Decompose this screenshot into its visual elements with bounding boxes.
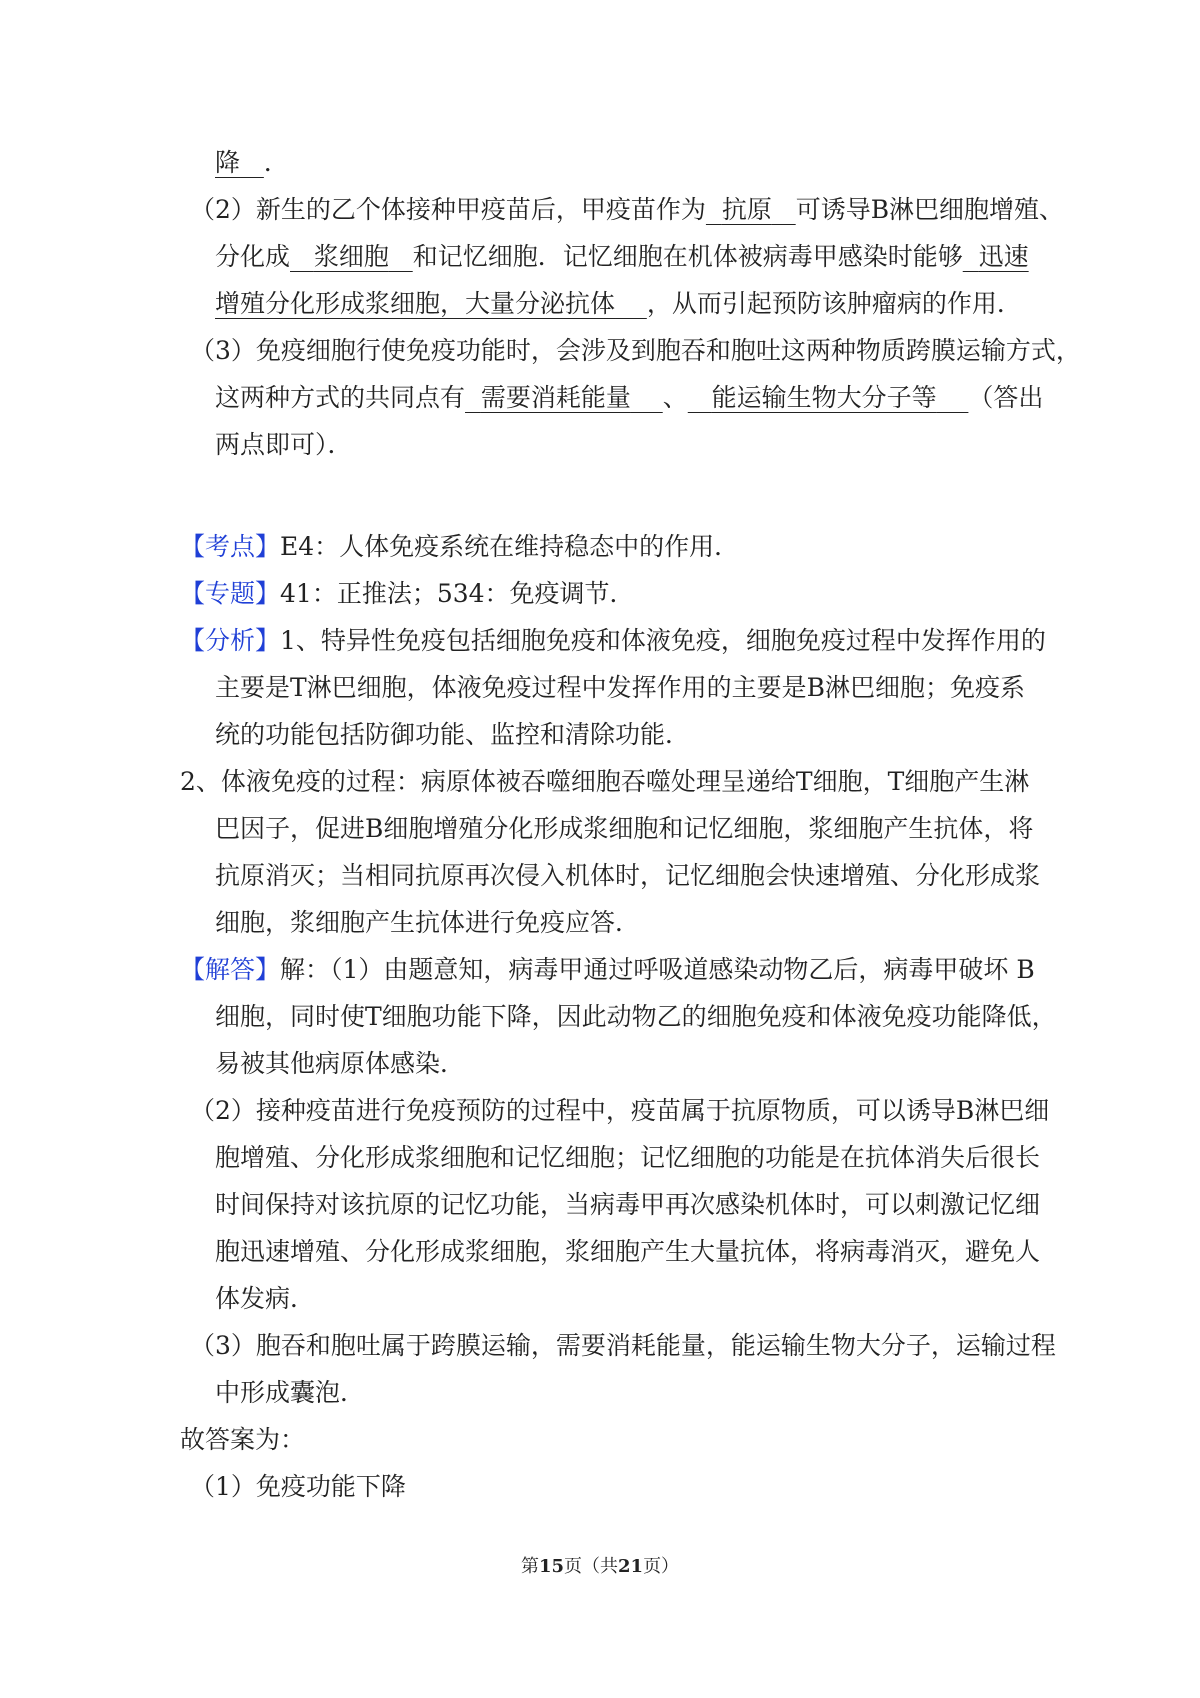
page-number: 15: [538, 1556, 564, 1577]
answer-blank: 增殖分化形成浆细胞，大量分泌抗体: [215, 289, 616, 318]
solution-line: 故答案为：: [180, 1425, 306, 1454]
section-tag: 【分析】: [180, 626, 281, 655]
answer-blank: 浆细胞: [313, 242, 389, 271]
solution-line: （1）免疫功能下降: [190, 1472, 406, 1501]
solution-line: 时间保持对该抗原的记忆功能，当病毒甲再次感染机体时，可以刺激记忆细: [215, 1190, 1041, 1219]
page-footer: 第15页（共21页）: [520, 1556, 680, 1577]
analysis-line: 抗原消灭；当相同抗原再次侵入机体时，记忆细胞会快速增殖、分化形成浆: [215, 861, 1041, 890]
question-line: 这两种方式的共同点有 需要消耗能量 、 能运输生物大分子等 （答出: [215, 383, 1044, 412]
analysis-line: 统的功能包括防御功能、监控和清除功能．: [215, 720, 691, 749]
question-line: （2）新生的乙个体接种甲疫苗后，甲疫苗作为 抗原 可诱导B淋巴细胞增殖、: [190, 195, 1065, 224]
question-line: 分化成 浆细胞 和记忆细胞．记忆细胞在机体被病毒甲感染时能够 迅速: [215, 242, 1029, 271]
page-total: 21: [618, 1556, 644, 1577]
analysis-line: 细胞，浆细胞产生抗体进行免疫应答．: [215, 908, 641, 937]
analysis-line: 巴因子，促进B细胞增殖分化形成浆细胞和记忆细胞，浆细胞产生抗体，将: [215, 814, 1034, 843]
answer-blank: 能运输生物大分子等: [711, 383, 937, 412]
question-line: （3）免疫细胞行使免疫功能时，会涉及到胞吞和胞吐这两种物质跨膜运输方式，: [190, 336, 1081, 365]
section-tag: 【专题】: [180, 579, 281, 608]
section-tag: 【考点】: [180, 532, 281, 561]
solution-line: （3）胞吞和胞吐属于跨膜运输，需要消耗能量，能运输生物大分子，运输过程: [190, 1331, 1056, 1360]
fenxi-section: 【分析】1、特异性免疫包括细胞免疫和体液免疫，细胞免疫过程中发挥作用的: [180, 626, 1046, 655]
kaodian-section: 【考点】E4：人体免疫系统在维持稳态中的作用．: [180, 532, 740, 561]
answer-blank: 降: [215, 148, 241, 177]
section-tag: 【解答】: [180, 955, 281, 984]
question-line: 增殖分化形成浆细胞，大量分泌抗体 ，从而引起预防该肿瘤病的作用．: [215, 289, 1022, 318]
solution-line: 易被其他病原体感染．: [215, 1049, 466, 1078]
solution-line: 中形成囊泡．: [215, 1378, 366, 1407]
analysis-line: 主要是T淋巴细胞，体液免疫过程中发挥作用的主要是B淋巴细胞；免疫系: [215, 673, 1026, 702]
question-line: 降 ．: [215, 148, 289, 177]
solution-line: 细胞，同时使T细胞功能下降，因此动物乙的细胞免疫和体液免疫功能降低，: [215, 1002, 1057, 1031]
solution-line: （2）接种疫苗进行免疫预防的过程中，疫苗属于抗原物质，可以诱导B淋巴细: [190, 1096, 1050, 1125]
jieda-section: 【解答】解：（1）由题意知，病毒甲通过呼吸道感染动物乙后，病毒甲破坏 B: [180, 955, 1035, 984]
analysis-line: 2、体液免疫的过程：病原体被吞噬细胞吞噬处理呈递给T细胞，T细胞产生淋: [180, 767, 1030, 796]
solution-line: 体发病．: [215, 1284, 316, 1313]
answer-blank: 需要消耗能量: [480, 383, 631, 412]
question-line: 两点即可）．: [215, 430, 353, 459]
zhuanti-section: 【专题】41：正推法；534：免疫调节．: [180, 579, 635, 608]
solution-line: 胞迅速增殖、分化形成浆细胞，浆细胞产生大量抗体，将病毒消灭，避免人: [215, 1237, 1041, 1266]
solution-line: 胞增殖、分化形成浆细胞和记忆细胞；记忆细胞的功能是在抗体消失后很长: [215, 1143, 1041, 1172]
answer-blank: 迅速: [978, 242, 1029, 271]
answer-blank: 抗原: [721, 195, 772, 224]
